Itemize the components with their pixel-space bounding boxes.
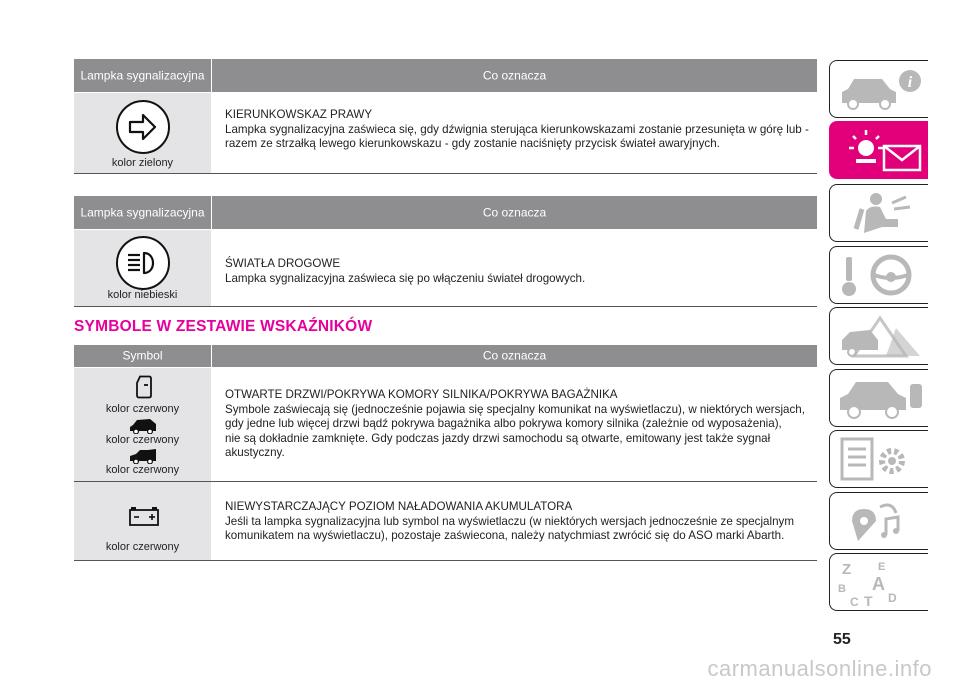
table3-row1-line: Symbole zaświecają się (jednocześnie pojawia się specjalny komunikat na wyświetlaczu), w niektórych wersjach, — [225, 402, 805, 416]
table3-row2-bottom-rule — [74, 560, 817, 561]
table3-row1-label-1: kolor czerwony — [105, 403, 180, 415]
table1-header-right-text: Co oznacza — [482, 68, 547, 82]
table2-color-label: kolor niebieski — [107, 289, 178, 301]
high-beam-icon — [116, 236, 170, 290]
table1-color-label: kolor zielony — [111, 157, 174, 169]
table1-text: Lampka sygnalizacyjna zaświeca się, gdy dźwignia sterująca kierunkowskazami zostanie przesunięta w górę lub - razem ze strzałką lewego kierunkowskazu - gdy zostanie naciśnięty przycisk świateł awaryjnych. — [225, 122, 809, 151]
table2-bottom-rule — [74, 306, 817, 307]
table3-header-right — [212, 345, 817, 367]
table1-header-right — [212, 59, 817, 92]
table1-description — [225, 108, 815, 152]
tab-specs-gear[interactable] — [829, 430, 928, 488]
crash-triangle-icon — [836, 312, 926, 362]
table3-header-left — [74, 345, 211, 367]
table2-title: ŚWIATŁA DROGOWE — [225, 257, 341, 270]
index-letter-d: D — [888, 591, 897, 605]
open-trunk-icon — [128, 448, 158, 464]
table3-row2-title: NIEWYSTARCZAJĄCY POZIOM NAŁADOWANIA AKUMULATORA — [225, 500, 573, 513]
turn-signal-right-icon — [116, 100, 170, 154]
tab-car-info[interactable] — [829, 60, 928, 118]
specs-gear-icon — [836, 435, 926, 485]
page-number: 55 — [833, 631, 851, 648]
index-letter-e: E — [878, 561, 886, 573]
table1-header-left — [74, 59, 211, 92]
tab-seat-airbag[interactable] — [829, 184, 928, 242]
steering-key-icon — [836, 251, 926, 301]
tab-steering-key[interactable] — [829, 246, 928, 304]
index-letter-t: T — [864, 593, 873, 608]
watermark: carmanualsonline.info — [707, 656, 932, 681]
car-service-icon — [836, 374, 926, 424]
table3-row1-title: OTWARTE DRZWI/POKRYWA KOMORY SILNIKA/POKRYWA BAGAŻNIKA — [225, 388, 618, 401]
table3-row1-description — [225, 388, 815, 461]
table2-header-right — [212, 196, 817, 229]
index-letters-icon — [836, 558, 926, 608]
table3-row2-label: kolor czerwony — [105, 541, 180, 553]
seat-airbag-icon — [836, 189, 926, 239]
table2-header-left — [74, 196, 211, 229]
table3-row1-label-3: kolor czerwony — [105, 464, 180, 476]
table2-text: Lampka sygnalizacyjna zaświeca się po włączeniu świateł drogowych. — [225, 271, 586, 285]
warning-lights-icon — [836, 126, 926, 176]
tab-index[interactable] — [829, 553, 928, 611]
open-door-icon — [135, 375, 153, 399]
table2-header-right-text: Co oznacza — [482, 205, 547, 219]
table3-row2-description — [225, 500, 815, 544]
section-title: SYMBOLE W ZESTAWIE WSKAŹNIKÓW — [74, 318, 373, 335]
tab-multimedia[interactable] — [829, 492, 928, 550]
index-letter-a: A — [872, 574, 885, 594]
table1-bottom-rule — [74, 173, 817, 174]
index-letter-b: B — [838, 583, 846, 595]
table2-header-left-text: Lampka sygnalizacyjna — [80, 205, 205, 219]
table3-row2-line: komunikatem na wyświetlaczu), pozostaje zaświecona, należy natychmiast zwrócić się do ASO marki Abarth. — [225, 529, 785, 543]
tab-car-service[interactable] — [829, 369, 928, 427]
svg-text:i: i — [907, 74, 913, 91]
index-letter-z: Z — [842, 561, 852, 578]
table1-header-left-text: Lampka sygnalizacyjna — [80, 68, 205, 82]
multimedia-icon — [836, 497, 926, 547]
table3-row1-label-2: kolor czerwony — [105, 434, 180, 446]
tab-warning-lights[interactable] — [829, 121, 928, 179]
table3-header-left-text: Symbol — [122, 348, 163, 363]
tab-crash-triangle[interactable] — [829, 307, 928, 365]
index-letter-c: C — [850, 595, 859, 608]
battery-icon — [128, 505, 160, 527]
table2-description — [225, 257, 815, 286]
table3-header-right-text: Co oznacza — [482, 348, 547, 363]
table3-row1-line: nie są dokładnie zamknięte. Gdy podczas jazdy drzwi samochodu są otwarte, emitowany jest także sygnał — [225, 431, 771, 445]
table3-row2-line: Jeśli ta lampka sygnalizacyjna lub symbol na wyświetlaczu (w niektórych wersjach jednocześnie ze specjalnym — [225, 514, 794, 528]
table3-row1-line: akustyczny. — [225, 446, 285, 460]
open-hood-icon — [128, 418, 158, 434]
table3-row1-line: gdy jedne lub więcej drzwi bądź pokrywa bagażnika albo pokrywa komory silnika (zależnie od wyposażenia), — [225, 417, 782, 431]
table1-title: KIERUNKOWSKAZ PRAWY — [225, 108, 373, 121]
car-info-icon — [836, 65, 926, 115]
